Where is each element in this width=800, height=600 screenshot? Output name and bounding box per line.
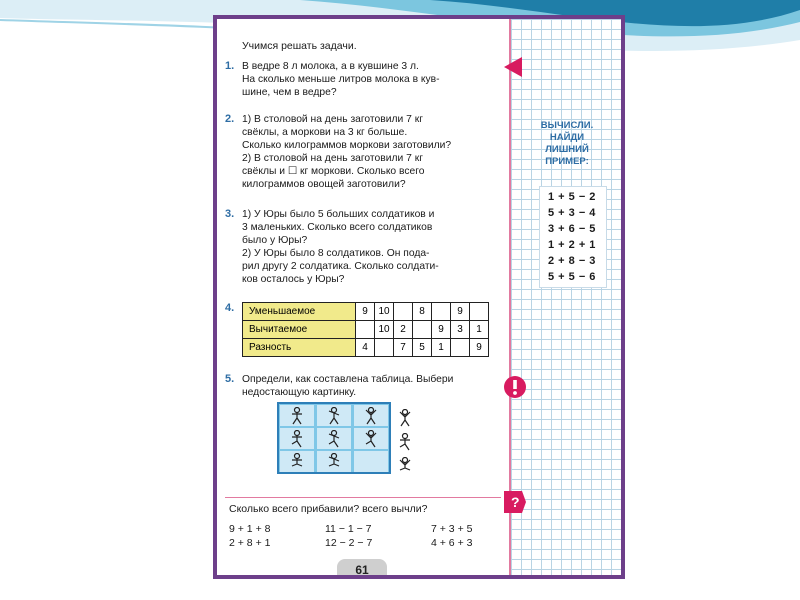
table-cell (375, 339, 394, 357)
answer-option[interactable] (395, 407, 415, 429)
stick-figure-icon (290, 430, 304, 448)
answer-option[interactable] (395, 431, 415, 453)
table-row (243, 339, 489, 357)
table-cell: 4 (356, 339, 375, 357)
table-cell: 9 (470, 339, 489, 357)
stick-figure-icon (327, 453, 341, 471)
expression-column-2: 11 − 1 − 7 12 − 2 − 7 (325, 523, 373, 549)
task-1-number: 1. (225, 60, 235, 72)
table-cell: 1 (470, 321, 489, 339)
stick-figure-icon (327, 430, 341, 448)
table-cell: 9 (432, 321, 451, 339)
table-cell (432, 303, 451, 321)
table-cell: 8 (413, 303, 432, 321)
sidebar-heading: ВЫЧИСЛИ. НАЙДИ ЛИШНИЙ ПРИМЕР: (540, 120, 594, 167)
missing-figure-cell (354, 451, 388, 472)
table-cell: 1 (432, 339, 451, 357)
task-2-number: 2. (225, 113, 235, 125)
task-1-text: В ведре 8 л молока, а в кувшине 3 л. На сколько меньше литров молока в кув- шине, чем в ведре? (242, 61, 440, 98)
bottom-question: Сколько всего прибавили? всего вычли? (229, 503, 428, 515)
figure-cell (317, 428, 351, 449)
stick-figure-icon (327, 407, 341, 425)
expression-item: 1 + 5 − 2 (548, 191, 596, 203)
expression-item: 2 + 8 − 3 (548, 255, 596, 267)
page-number: 61 (337, 559, 387, 579)
figure-grid (277, 402, 391, 474)
stick-figure-icon (290, 453, 304, 471)
table-row (243, 321, 489, 339)
expression-column-1: 9 + 1 + 8 2 + 8 + 1 (229, 523, 271, 549)
figure-cell (354, 428, 388, 449)
svg-text:?: ? (511, 494, 520, 510)
task-3-number: 3. (225, 208, 235, 220)
table-cell: 10 (375, 303, 394, 321)
task-4-number: 4. (225, 302, 235, 314)
stick-figure-icon (398, 457, 412, 475)
stick-figure-icon (364, 430, 378, 448)
section-divider (225, 497, 501, 498)
expression-item: 3 + 6 − 5 (548, 223, 596, 235)
attention-icon (502, 374, 528, 400)
table-cell: 7 (394, 339, 413, 357)
table-cell: 3 (451, 321, 470, 339)
stick-figure-icon (398, 409, 412, 427)
row-label: Уменьшаемое (243, 303, 356, 321)
table-cell: 9 (356, 303, 375, 321)
stick-figure-icon (290, 407, 304, 425)
task-5-number: 5. (225, 373, 235, 385)
question-icon (502, 489, 526, 515)
grid-margin (511, 19, 621, 575)
page-title: Учимся решать задачи. (242, 40, 357, 52)
table-cell: 9 (451, 303, 470, 321)
stick-figure-icon (364, 407, 378, 425)
table-cell (394, 303, 413, 321)
answer-option[interactable] (395, 455, 415, 477)
table-cell: 5 (413, 339, 432, 357)
expression-item: 5 + 5 − 6 (548, 271, 596, 283)
task-5-text: Определи, как составлена таблица. Выбери недостающую картинку. (242, 374, 454, 398)
figure-cell (280, 451, 314, 472)
expression-list (539, 186, 607, 288)
figure-cell (354, 405, 388, 426)
task-flag-icon (504, 57, 522, 77)
table-row (243, 303, 489, 321)
task-2-text: 1) В столовой на день заготовили 7 кг свёклы, а моркови на 3 кг больше. Сколько килограммов моркови заготовили? 2) В столовой на день заготовили 7 кг свёклы и ☐ кг моркови. Сколько всего килограммов овощей заготовили? (242, 114, 452, 190)
table-cell (356, 321, 375, 339)
row-label: Разность (243, 339, 356, 357)
table-cell (413, 321, 432, 339)
figure-cell (317, 451, 351, 472)
figure-cell (317, 405, 351, 426)
table-cell (451, 339, 470, 357)
task-3-text: 1) У Юры было 5 больших солдатиков и 3 маленьких. Сколько всего солдатиков было у Юры? 2) У Юры было 8 солдатиков. Он пода- рил другу 2 солдатика. Сколько солдати- ков осталось у Юры? (242, 209, 439, 285)
textbook-page (213, 15, 625, 579)
figure-cell (280, 428, 314, 449)
table-cell (470, 303, 489, 321)
subtraction-table (242, 302, 489, 357)
table-cell: 2 (394, 321, 413, 339)
table-cell: 10 (375, 321, 394, 339)
expression-column-3: 7 + 3 + 5 4 + 6 + 3 (431, 523, 473, 549)
expression-item: 5 + 3 − 4 (548, 207, 596, 219)
figure-cell (280, 405, 314, 426)
stick-figure-icon (398, 433, 412, 451)
row-label: Вычитаемое (243, 321, 356, 339)
expression-item: 1 + 2 + 1 (548, 239, 596, 251)
